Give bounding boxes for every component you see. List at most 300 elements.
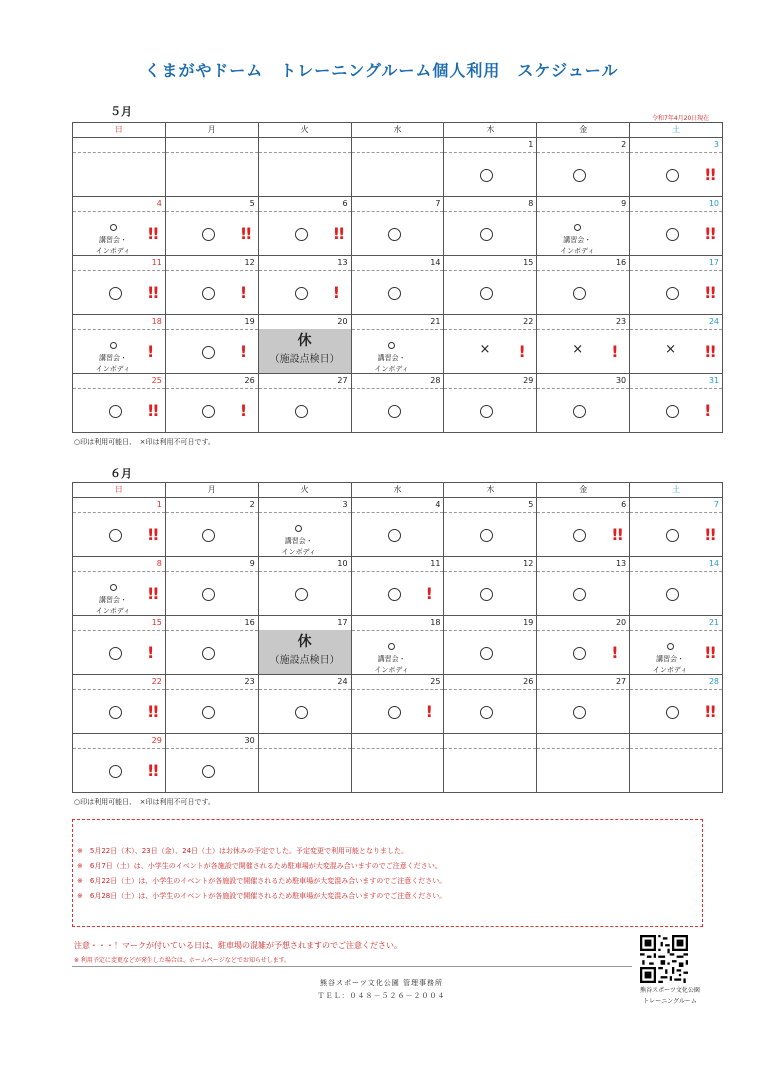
lecture-text: インボディ bbox=[95, 365, 131, 373]
day-number: 18 bbox=[151, 317, 162, 326]
day-cell bbox=[258, 616, 351, 674]
dashed-divider bbox=[352, 388, 444, 389]
day-number: 28 bbox=[430, 376, 441, 385]
office-name: 熊谷スポーツ文化公園 管理事務所 bbox=[320, 979, 443, 987]
parking-warning-icon: ! bbox=[611, 643, 617, 662]
day-cell bbox=[536, 734, 629, 792]
available-circle-icon bbox=[295, 525, 302, 532]
dashed-divider bbox=[73, 211, 165, 212]
day-number: 13 bbox=[615, 559, 627, 568]
available-circle-icon bbox=[110, 342, 117, 349]
lecture-text: インボディ bbox=[95, 607, 131, 615]
dashed-divider bbox=[537, 512, 629, 513]
weekday-label: 日 bbox=[114, 485, 123, 494]
available-circle-icon bbox=[388, 405, 401, 418]
dashed-divider bbox=[444, 689, 536, 690]
day-number: 26 bbox=[244, 376, 255, 385]
available-circle-icon bbox=[202, 346, 215, 359]
parking-warning-icon: !! bbox=[147, 761, 158, 780]
day-cell bbox=[165, 315, 258, 373]
day-cell bbox=[536, 557, 629, 615]
day-cell bbox=[536, 315, 629, 373]
day-number: 11 bbox=[430, 559, 441, 568]
lecture-text: インボディ bbox=[560, 247, 595, 255]
day-cell bbox=[443, 197, 536, 255]
lecture-text: 講習会・ bbox=[284, 537, 313, 545]
day-cell bbox=[258, 374, 351, 432]
available-circle-icon bbox=[666, 588, 679, 601]
available-circle-icon bbox=[295, 405, 308, 418]
available-circle-icon bbox=[109, 287, 122, 300]
dashed-divider bbox=[444, 152, 536, 153]
available-circle-icon bbox=[295, 588, 308, 601]
may-legend: ○印は利用可能日、 ×印は利用不可日です。 bbox=[74, 438, 215, 446]
dashed-divider bbox=[630, 152, 722, 153]
day-cell bbox=[258, 138, 351, 196]
dashed-divider bbox=[537, 388, 629, 389]
week-row bbox=[73, 498, 722, 557]
parking-warning-icon: ! bbox=[611, 342, 617, 361]
parking-warning-icon: ! bbox=[332, 283, 339, 302]
available-circle-icon bbox=[666, 529, 679, 542]
day-cell bbox=[629, 315, 722, 373]
dashed-divider bbox=[166, 152, 258, 153]
day-cell bbox=[629, 498, 722, 556]
day-number: 16 bbox=[244, 618, 255, 627]
day-cell bbox=[536, 374, 629, 432]
dashed-divider bbox=[73, 152, 165, 153]
weekday-label: 火 bbox=[258, 123, 351, 137]
available-circle-icon bbox=[573, 706, 586, 719]
day-cell bbox=[536, 256, 629, 314]
lecture-note bbox=[644, 643, 696, 674]
dashed-divider bbox=[73, 571, 165, 572]
warning-subtext: ※ 利用予定に変更などが発生した場合は、ホームページなどでお知らせします。 bbox=[74, 957, 291, 964]
closed-reason: （施設点検日） bbox=[269, 655, 340, 666]
week-row bbox=[73, 197, 722, 256]
notice-line: ※ 6月22日（土）は、小学生のイベントが各施設で開催されるため駐車場が大変混み合いますのでご注意ください。 bbox=[77, 877, 447, 885]
lecture-text: インボディ bbox=[374, 365, 409, 373]
dashed-divider bbox=[352, 152, 444, 153]
weekday-label: 月 bbox=[165, 483, 258, 497]
available-circle-icon bbox=[666, 706, 679, 719]
available-circle-icon bbox=[480, 529, 493, 542]
lecture-text: 講習会・ bbox=[99, 354, 127, 362]
day-number: 21 bbox=[430, 317, 441, 326]
available-circle-icon bbox=[480, 228, 493, 241]
day-cell bbox=[536, 138, 629, 196]
dashed-divider bbox=[630, 630, 722, 631]
weekday-label: 月 bbox=[165, 123, 258, 137]
notice-line: ※ 5月22日（木）、23日（金）、24日（土）はお休みの予定でした。予定変更で利用可能となりました。 bbox=[77, 847, 409, 855]
dashed-divider bbox=[259, 211, 351, 212]
parking-warning-icon: ! bbox=[147, 643, 153, 662]
dashed-divider bbox=[166, 270, 258, 271]
day-cell bbox=[629, 256, 722, 314]
lecture-text: 講習会・ bbox=[99, 236, 127, 244]
closed-reason: （施設点検日） bbox=[269, 354, 340, 365]
available-circle-icon bbox=[110, 584, 117, 591]
parking-warning-icon: !! bbox=[704, 342, 715, 361]
dashed-divider bbox=[537, 270, 629, 271]
available-circle-icon bbox=[666, 169, 679, 182]
day-cell bbox=[351, 197, 444, 255]
day-number: 1 bbox=[156, 500, 162, 509]
parking-warning-icon: ! bbox=[518, 342, 524, 361]
day-cell bbox=[73, 616, 165, 674]
parking-warning-icon: ! bbox=[704, 401, 710, 420]
lecture-note bbox=[87, 342, 139, 373]
day-number: 3 bbox=[713, 140, 720, 149]
dashed-divider bbox=[630, 689, 722, 690]
week-row bbox=[73, 675, 722, 734]
day-number: 9 bbox=[249, 559, 255, 568]
day-number: 7 bbox=[713, 500, 720, 509]
day-cell bbox=[443, 557, 536, 615]
dashed-divider bbox=[444, 630, 536, 631]
dashed-divider bbox=[630, 512, 722, 513]
day-number: 30 bbox=[615, 376, 627, 385]
dashed-divider bbox=[630, 748, 722, 749]
weekday-label: 水 bbox=[351, 123, 444, 137]
day-number: 29 bbox=[523, 376, 534, 385]
day-cell bbox=[536, 498, 629, 556]
lecture-note bbox=[273, 525, 325, 556]
parking-warning-icon: !! bbox=[611, 525, 622, 544]
day-cell bbox=[443, 616, 536, 674]
day-cell bbox=[629, 197, 722, 255]
day-number: 4 bbox=[435, 500, 441, 509]
day-cell bbox=[165, 498, 258, 556]
parking-warning-icon: !! bbox=[147, 584, 158, 603]
day-number: 22 bbox=[151, 677, 162, 686]
dashed-divider bbox=[259, 748, 351, 749]
parking-warning-icon: !! bbox=[239, 224, 251, 243]
available-circle-icon bbox=[388, 228, 401, 241]
available-circle-icon bbox=[388, 588, 401, 601]
lecture-note bbox=[87, 224, 139, 255]
dashed-divider bbox=[166, 630, 258, 631]
day-cell bbox=[165, 734, 258, 792]
day-cell bbox=[443, 374, 536, 432]
day-number: 4 bbox=[156, 199, 162, 208]
notice-box bbox=[72, 819, 703, 927]
weekday-label: 木 bbox=[443, 123, 536, 137]
dashed-divider bbox=[259, 388, 351, 389]
day-cell bbox=[351, 374, 444, 432]
available-circle-icon bbox=[110, 224, 117, 231]
june-legend: ○印は利用可能日、 ×印は利用不可日です。 bbox=[74, 798, 215, 806]
may-label: ５月 bbox=[110, 105, 132, 118]
dashed-divider bbox=[73, 512, 165, 513]
day-number: 8 bbox=[156, 559, 162, 568]
available-circle-icon bbox=[666, 287, 679, 300]
dashed-divider bbox=[537, 329, 629, 330]
day-cell bbox=[351, 734, 444, 792]
available-circle-icon bbox=[388, 287, 401, 300]
day-number: 30 bbox=[244, 736, 255, 745]
office-tel: ＴＥＬ：０４８－５２６－２００４ bbox=[317, 992, 446, 1000]
dashed-divider bbox=[166, 388, 258, 389]
available-circle-icon bbox=[202, 706, 215, 719]
closed-label: 休 bbox=[297, 333, 312, 349]
available-circle-icon bbox=[480, 287, 493, 300]
closed-day-block bbox=[259, 630, 351, 674]
day-cell bbox=[351, 498, 444, 556]
day-cell bbox=[165, 374, 258, 432]
day-number: 16 bbox=[615, 258, 627, 267]
parking-warning-icon: ! bbox=[239, 401, 246, 420]
week-row bbox=[73, 138, 722, 197]
day-cell bbox=[443, 734, 536, 792]
day-number: 23 bbox=[244, 677, 255, 686]
day-number: 24 bbox=[337, 677, 348, 686]
day-number: 27 bbox=[615, 677, 627, 686]
dashed-divider bbox=[352, 748, 444, 749]
day-number: 17 bbox=[708, 258, 720, 267]
parking-warning-icon: !! bbox=[704, 702, 715, 721]
day-number: 15 bbox=[523, 258, 534, 267]
weekday-label: 火 bbox=[258, 483, 351, 497]
day-cell bbox=[351, 616, 444, 674]
warning-text: 注意・・・！マークが付いている日は、駐車場の混雑が予想されますのでご注意ください。 bbox=[74, 941, 402, 950]
dashed-divider bbox=[444, 388, 536, 389]
week-row bbox=[73, 734, 722, 792]
day-number: 1 bbox=[528, 140, 534, 149]
closed-day-block bbox=[259, 329, 351, 373]
closed-label: 休 bbox=[297, 634, 312, 650]
day-number: 28 bbox=[708, 677, 720, 686]
weekday-label: 水 bbox=[351, 483, 444, 497]
day-cell bbox=[258, 256, 351, 314]
day-number: 26 bbox=[523, 677, 534, 686]
weekday-label: 土 bbox=[629, 483, 722, 497]
day-cell bbox=[443, 675, 536, 733]
weekday-label: 金 bbox=[536, 483, 629, 497]
qr-code-icon[interactable] bbox=[640, 935, 688, 983]
day-cell bbox=[73, 557, 165, 615]
available-circle-icon bbox=[202, 588, 215, 601]
day-number: 10 bbox=[337, 559, 348, 568]
parking-warning-icon: ! bbox=[239, 342, 246, 361]
day-number: 29 bbox=[151, 736, 162, 745]
dashed-divider bbox=[259, 512, 351, 513]
dashed-divider bbox=[73, 748, 165, 749]
day-number: 18 bbox=[430, 618, 441, 627]
day-cell bbox=[258, 675, 351, 733]
parking-warning-icon: !! bbox=[147, 283, 158, 302]
week-row bbox=[73, 315, 722, 374]
day-number: 14 bbox=[430, 258, 441, 267]
june-label: ６月 bbox=[110, 467, 132, 480]
day-cell bbox=[165, 138, 258, 196]
dashed-divider bbox=[73, 329, 165, 330]
day-number: 8 bbox=[528, 199, 534, 208]
available-circle-icon bbox=[573, 287, 586, 300]
parking-warning-icon: ! bbox=[425, 584, 431, 603]
as-of-date: 令和7年4月20日現在 bbox=[652, 115, 710, 122]
day-number: 19 bbox=[523, 618, 534, 627]
parking-warning-icon: ! bbox=[239, 283, 246, 302]
available-circle-icon bbox=[109, 706, 122, 719]
available-circle-icon bbox=[109, 529, 122, 542]
day-number: 7 bbox=[435, 199, 441, 208]
day-number: 3 bbox=[342, 500, 348, 509]
day-cell bbox=[258, 197, 351, 255]
dashed-divider bbox=[630, 211, 722, 212]
weekday-label: 木 bbox=[443, 483, 536, 497]
day-number: 25 bbox=[151, 376, 162, 385]
day-number: 2 bbox=[249, 500, 255, 509]
day-cell bbox=[351, 256, 444, 314]
lecture-note bbox=[87, 584, 139, 615]
weekday-header bbox=[73, 123, 722, 138]
week-row bbox=[73, 256, 722, 315]
day-cell bbox=[165, 616, 258, 674]
day-number: 22 bbox=[523, 317, 534, 326]
day-cell bbox=[443, 138, 536, 196]
dashed-divider bbox=[444, 748, 536, 749]
day-number: 25 bbox=[430, 677, 441, 686]
dashed-divider bbox=[537, 152, 629, 153]
lecture-text: インボディ bbox=[374, 666, 409, 674]
parking-warning-icon: !! bbox=[704, 643, 715, 662]
day-cell bbox=[536, 616, 629, 674]
available-circle-icon bbox=[480, 169, 493, 182]
parking-warning-icon: !! bbox=[704, 283, 715, 302]
available-circle-icon bbox=[202, 647, 215, 660]
parking-warning-icon: !! bbox=[704, 165, 715, 184]
day-cell bbox=[629, 675, 722, 733]
available-circle-icon bbox=[202, 228, 215, 241]
dashed-divider bbox=[537, 571, 629, 572]
day-number: 14 bbox=[708, 559, 720, 568]
dashed-divider bbox=[166, 329, 258, 330]
available-circle-icon bbox=[573, 647, 586, 660]
dashed-divider bbox=[352, 329, 444, 330]
day-cell bbox=[258, 557, 351, 615]
dashed-divider bbox=[444, 270, 536, 271]
dashed-divider bbox=[166, 689, 258, 690]
notice-line: ※ 6月7日（土）は、小学生のイベントが各施設で開催されるため駐車場が大変混み合いますのでご注意ください。 bbox=[77, 862, 442, 870]
dashed-divider bbox=[537, 211, 629, 212]
day-number: 20 bbox=[615, 618, 627, 627]
parking-warning-icon: !! bbox=[704, 224, 715, 243]
day-cell bbox=[443, 256, 536, 314]
day-number: 6 bbox=[342, 199, 348, 208]
day-cell bbox=[258, 315, 351, 373]
lecture-text: 講習会・ bbox=[99, 596, 127, 604]
available-circle-icon bbox=[295, 287, 308, 300]
day-number: 5 bbox=[528, 500, 534, 509]
available-circle-icon bbox=[573, 405, 586, 418]
dashed-divider bbox=[630, 270, 722, 271]
dashed-divider bbox=[444, 211, 536, 212]
lecture-note bbox=[366, 342, 418, 373]
available-circle-icon bbox=[202, 287, 215, 300]
lecture-text: インボディ bbox=[652, 666, 688, 674]
day-cell bbox=[73, 374, 165, 432]
dashed-divider bbox=[166, 571, 258, 572]
day-number: 13 bbox=[337, 258, 348, 267]
day-cell bbox=[629, 138, 722, 196]
dashed-divider bbox=[73, 388, 165, 389]
june-calendar bbox=[72, 482, 723, 793]
day-cell bbox=[258, 734, 351, 792]
day-cell bbox=[443, 315, 536, 373]
day-cell bbox=[536, 197, 629, 255]
available-circle-icon bbox=[202, 405, 215, 418]
day-cell bbox=[443, 498, 536, 556]
available-circle-icon bbox=[388, 643, 395, 650]
available-circle-icon bbox=[666, 405, 679, 418]
dashed-divider bbox=[166, 211, 258, 212]
available-circle-icon bbox=[667, 643, 674, 650]
parking-warning-icon: !! bbox=[147, 702, 158, 721]
day-number: 6 bbox=[621, 500, 627, 509]
parking-warning-icon: !! bbox=[704, 525, 715, 544]
day-cell bbox=[165, 256, 258, 314]
available-circle-icon bbox=[573, 588, 586, 601]
available-circle-icon bbox=[480, 647, 493, 660]
available-circle-icon bbox=[295, 706, 308, 719]
available-circle-icon bbox=[202, 765, 215, 778]
week-row bbox=[73, 616, 722, 675]
day-cell bbox=[73, 315, 165, 373]
dashed-divider bbox=[537, 689, 629, 690]
day-number: 31 bbox=[708, 376, 720, 385]
lecture-note bbox=[551, 224, 603, 255]
dashed-divider bbox=[537, 748, 629, 749]
dashed-divider bbox=[444, 571, 536, 572]
lecture-text: 講習会・ bbox=[377, 354, 406, 362]
available-circle-icon bbox=[202, 529, 215, 542]
weekday-header bbox=[73, 483, 722, 498]
day-cell bbox=[73, 197, 165, 255]
parking-warning-icon: ! bbox=[147, 342, 153, 361]
day-cell bbox=[629, 734, 722, 792]
may-calendar bbox=[72, 122, 723, 433]
day-cell bbox=[73, 498, 165, 556]
day-cell bbox=[629, 616, 722, 674]
dashed-divider bbox=[352, 270, 444, 271]
unavailable-x-icon: × bbox=[665, 342, 677, 357]
day-cell bbox=[258, 498, 351, 556]
day-cell bbox=[73, 138, 165, 196]
day-cell bbox=[351, 675, 444, 733]
day-number: 9 bbox=[621, 199, 627, 208]
dashed-divider bbox=[444, 512, 536, 513]
available-circle-icon bbox=[574, 224, 581, 231]
dashed-divider bbox=[259, 571, 351, 572]
dashed-divider bbox=[259, 689, 351, 690]
weekday-label: 土 bbox=[629, 123, 722, 137]
weekday-label: 日 bbox=[114, 125, 123, 134]
day-number: 19 bbox=[244, 317, 255, 326]
lecture-note bbox=[366, 643, 418, 674]
parking-warning-icon: !! bbox=[147, 401, 158, 420]
lecture-text: 講習会・ bbox=[377, 655, 406, 663]
available-circle-icon bbox=[480, 405, 493, 418]
day-number: 27 bbox=[337, 376, 348, 385]
day-number: 12 bbox=[523, 559, 534, 568]
lecture-text: 講習会・ bbox=[563, 236, 592, 244]
day-number: 2 bbox=[621, 140, 627, 149]
dashed-divider bbox=[73, 630, 165, 631]
dashed-divider bbox=[259, 152, 351, 153]
parking-warning-icon: !! bbox=[147, 525, 158, 544]
day-cell bbox=[73, 256, 165, 314]
